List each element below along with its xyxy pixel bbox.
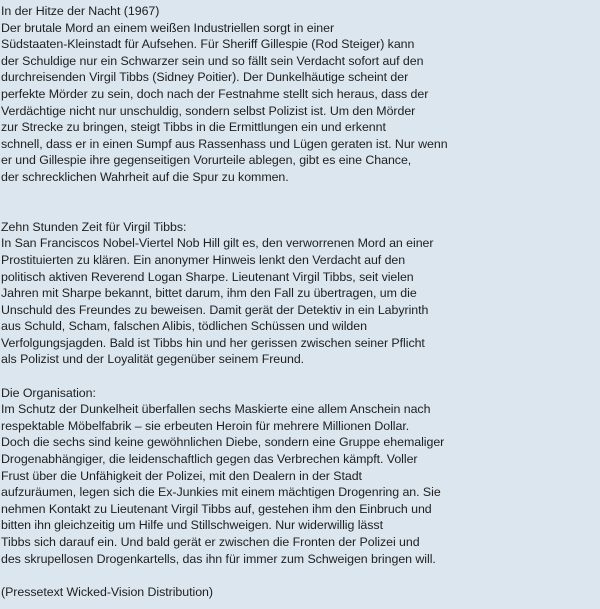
section-spacer bbox=[1, 186, 597, 219]
section-title: In der Hitze der Nacht (1967) bbox=[1, 4, 160, 18]
paragraph-line: Der brutale Mord an einem weißen Industriellen sorgt in einer bbox=[1, 20, 335, 35]
paragraph-line: nehmen Kontakt zu Lieutenant Virgil Tibbs auf, gestehen ihm den Einbruch und bbox=[1, 501, 432, 516]
section-in-der-hitze-der-nacht bbox=[1, 3, 597, 186]
paragraph-line: zur Strecke zu bringen, steigt Tibbs in die Ermittlungen ein und erkennt bbox=[1, 120, 386, 135]
source-credit: (Pressetext Wicked-Vision Distribution) bbox=[1, 584, 213, 599]
paragraph-line: schnell, dass er in einen Sumpf aus Rassenhass und Lügen geraten ist. Nur wenn bbox=[1, 136, 448, 151]
paragraph-line: Prostituierten zu klären. Ein anonymer Hinweis lenkt den Verdacht auf den bbox=[1, 252, 406, 267]
section-die-organisation bbox=[1, 385, 597, 568]
paragraph-line: aufzuräumen, legen sich die Ex-Junkies mit einem mächtigen Drogenring an. Sie bbox=[1, 485, 441, 500]
paragraph-line: respektable Möbelfabrik – sie erbeuten Heroin für mehrere Millionen Dollar. bbox=[1, 418, 410, 433]
paragraph-line: der schrecklichen Wahrheit auf die Spur zu kommen. bbox=[1, 169, 289, 184]
paragraph-line: Unschuld des Freundes zu beweisen. Damit gerät der Detektiv in ein Labyrinth bbox=[1, 302, 429, 317]
paragraph-line: In San Franciscos Nobel-Viertel Nob Hill gilt es, den verworrenen Mord an einer bbox=[1, 236, 434, 251]
paragraph-line: Tibbs sich darauf ein. Und bald gerät er zwischen die Fronten der Polizei und bbox=[1, 535, 420, 549]
paragraph-line: Im Schutz der Dunkelheit überfallen sechs Maskierte eine allem Anschein nach bbox=[1, 402, 431, 417]
paragraph-line: perfekte Mörder zu sein, doch nach der Festnahme stellt sich heraus, dass der bbox=[1, 86, 429, 101]
paragraph-line: Verfolgungsjagden. Bald ist Tibbs hin und her gerissen zwischen seiner Pflicht bbox=[1, 335, 425, 350]
paragraph-line: politisch aktiven Reverend Logan Sharpe. Lieutenant Virgil Tibbs, seit vielen bbox=[1, 269, 414, 284]
paragraph-line: Jahren mit Sharpe bekannt, bittet darum, ihm den Fall zu übertragen, um die bbox=[1, 286, 417, 301]
paragraph-line: Drogenabhängiger, die leidenschaftlich gegen das Verbrechen kämpft. Voller bbox=[1, 452, 418, 467]
section-spacer bbox=[1, 368, 597, 385]
paragraph-line: der Schuldige nur ein Schwarzer sein und so fällt sein Verdacht sofort auf den bbox=[1, 53, 424, 68]
paragraph-line: aus Schuld, Scham, falschen Alibis, tödlichen Schüssen und wilden bbox=[1, 319, 367, 334]
paragraph-line: als Polizist und der Loyalität gegenüber seinem Freund. bbox=[1, 352, 305, 367]
section-spacer bbox=[1, 567, 597, 584]
section-source-credit bbox=[1, 584, 597, 601]
paragraph-line: er und Gillespie ihre gegenseitigen Vorurteile ablegen, gibt es eine Chance, bbox=[1, 153, 412, 168]
section-zehn-stunden-zeit bbox=[1, 219, 597, 368]
paragraph-line: Südstaaten-Kleinstadt für Aufsehen. Für Sheriff Gillespie (Rod Steiger) kann bbox=[1, 37, 415, 52]
paragraph-line: des skrupellosen Drogenkartells, das ihn für immer zum Schweigen bringen will. bbox=[1, 551, 436, 566]
section-title: Die Organisation: bbox=[1, 385, 96, 400]
paragraph-line: Frust über die Unfähigkeit der Polizei, mit den Dealern in der Stadt bbox=[1, 468, 362, 483]
paragraph-line: bitten ihn gleichzeitig um Hilfe und Stillschweigen. Nur widerwillig lässt bbox=[1, 518, 383, 533]
paragraph-line: durchreisenden Virgil Tibbs (Sidney Poitier). Der Dunkelhäutige scheint der bbox=[1, 70, 409, 85]
press-text-document bbox=[1, 3, 597, 600]
paragraph-line: Verdächtige nicht nur unschuldig, sondern selbst Polizist ist. Um den Mörder bbox=[1, 103, 416, 118]
section-title: Zehn Stunden Zeit für Virgil Tibbs: bbox=[1, 219, 187, 234]
paragraph-line: Doch die sechs sind keine gewöhnlichen Diebe, sondern eine Gruppe ehemaliger bbox=[1, 435, 445, 450]
